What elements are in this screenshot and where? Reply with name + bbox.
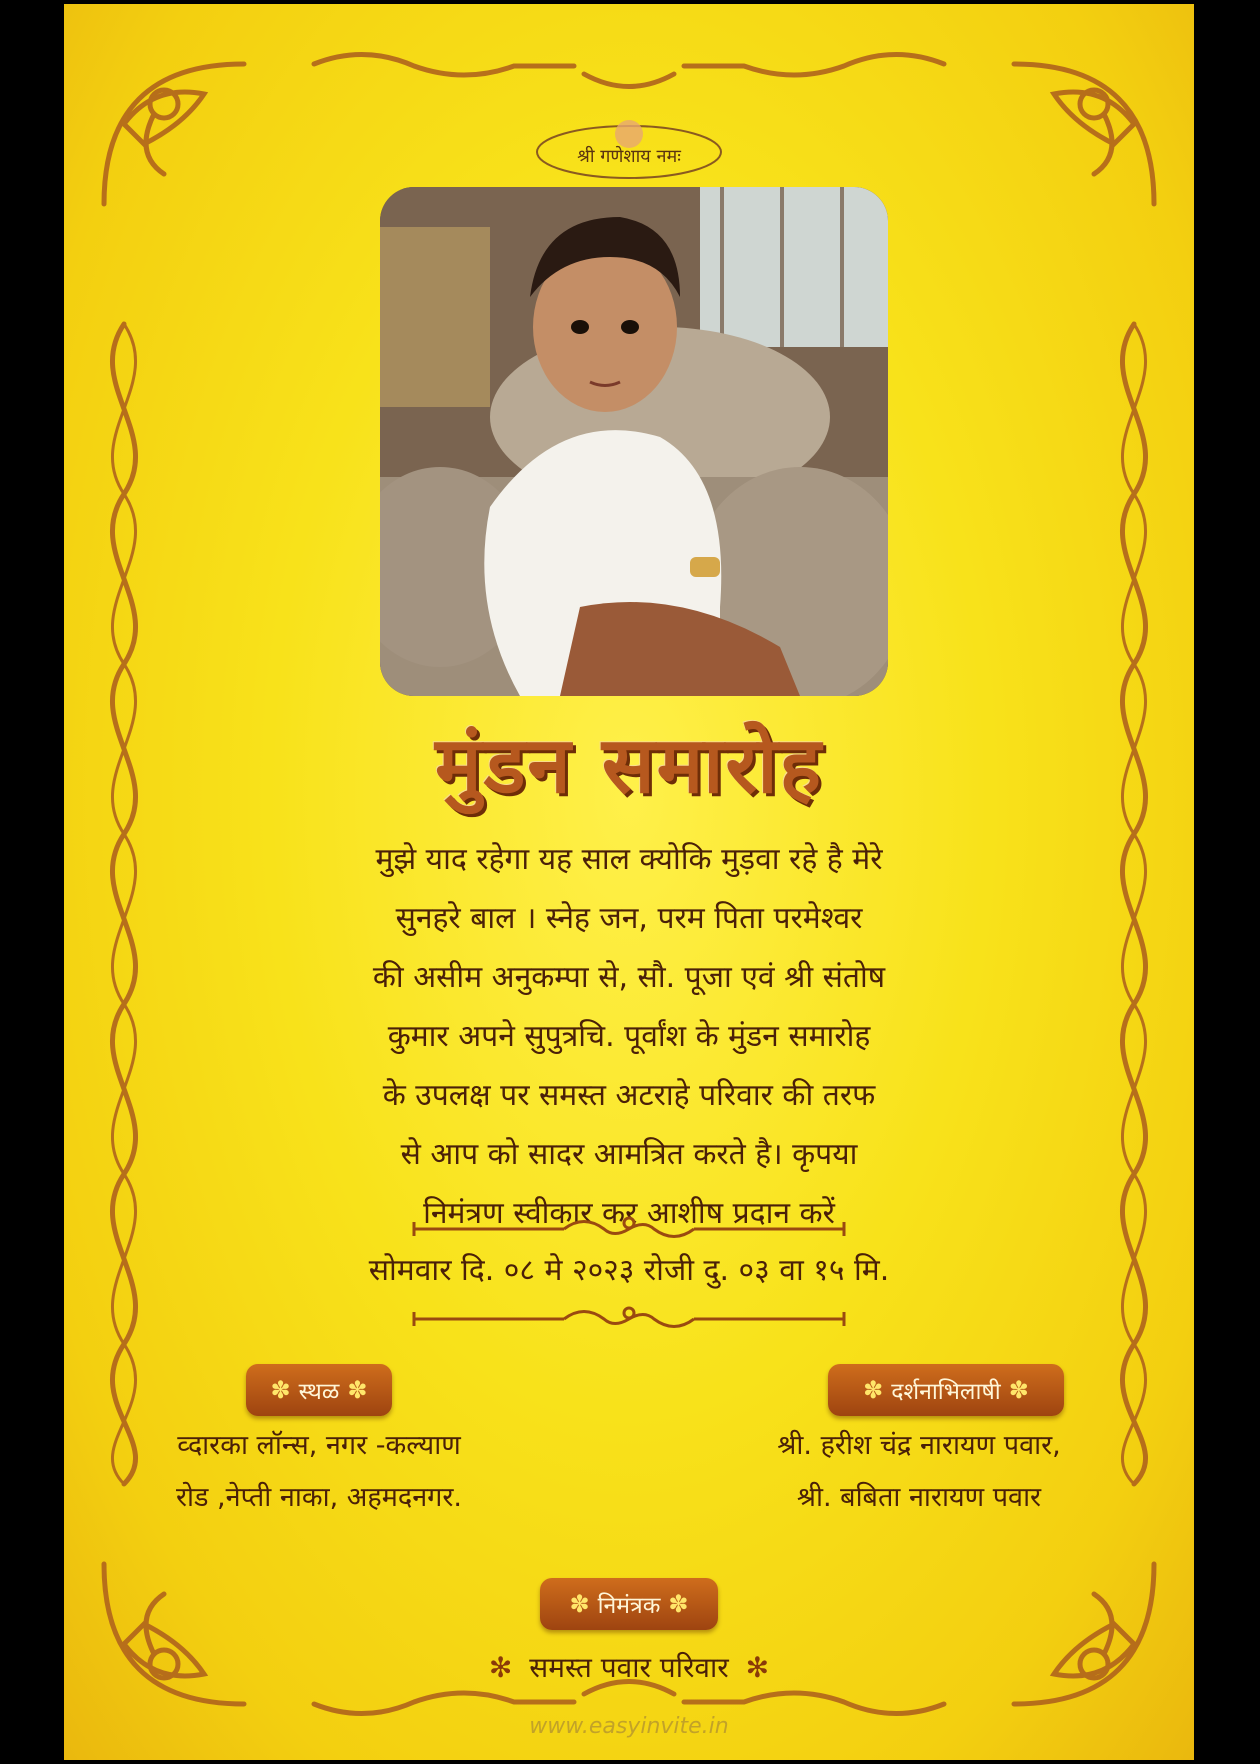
family-name: समस्त पवार परिवार: [529, 1651, 729, 1684]
flower-icon: ✽: [347, 1376, 368, 1404]
venue-address: [104, 1420, 534, 1524]
invitation-card: [64, 4, 1194, 1760]
message-line: सुनहरे बाल । स्नेह जन, परम पिता परमेश्वर: [395, 901, 863, 936]
venue-badge: [246, 1364, 392, 1416]
asterisk-icon: ✻: [488, 1651, 513, 1684]
divider-bottom: [404, 1302, 854, 1336]
hosts-names: [684, 1420, 1154, 1524]
hosts-badge: [828, 1364, 1064, 1416]
venue-line: व्दारका लॉन्स, नगर -कल्याण: [177, 1430, 461, 1461]
ganesha-logo: [529, 114, 729, 184]
message-line: मुझे याद रहेगा यह साल क्योकि मुड़वा रहे है मेरे: [375, 842, 883, 877]
inviter-label: निमंत्रक: [597, 1593, 661, 1619]
flower-icon: ✽: [569, 1590, 590, 1618]
watermark: www.easyinvite.in: [529, 1714, 729, 1739]
venue-line: रोड ,नेप्ती नाका, अहमदनगर.: [175, 1482, 463, 1513]
ceremony-title: मुंडन समारोह: [435, 720, 823, 811]
event-datetime: सोमवार दि. ०८ मे २०२३ रोजी दु. ०३ वा १५ मि.: [368, 1253, 890, 1288]
child-photo: [380, 187, 888, 696]
inviter-badge: [540, 1578, 718, 1630]
flower-icon: ✽: [1008, 1376, 1029, 1404]
asterisk-icon: ✻: [745, 1651, 770, 1684]
message-line: के उपलक्ष पर समस्त अटराहे परिवार की तरफ: [382, 1078, 876, 1113]
message-line: से आप को सादर आमत्रित करते है। कृपया: [400, 1137, 858, 1172]
divider-top: [404, 1212, 854, 1246]
message-line: कुमार अपने सुपुत्रचि. पूर्वांश के मुंडन समारोह: [387, 1019, 871, 1054]
flower-icon: ✽: [863, 1376, 884, 1404]
flower-icon: ✽: [270, 1376, 291, 1404]
logo-text: श्री गणेशाय नमः: [577, 146, 681, 167]
message-line: निमंत्रण स्वीकार कर आशीष प्रदान करें: [423, 1196, 835, 1231]
flower-icon: ✽: [668, 1590, 689, 1618]
inviter-family: [64, 1648, 1194, 1686]
host-line: श्री. हरीश चंद्र नारायण पवार,: [777, 1430, 1061, 1461]
hosts-label: दर्शनाभिलाषी: [891, 1379, 1001, 1405]
message-line: की असीम अनुकम्पा से, सौ. पूजा एवं श्री संतोष: [372, 960, 886, 995]
child-photo-illustration: [380, 187, 888, 696]
host-line: श्री. बबिता नारायण पवार: [796, 1482, 1042, 1513]
venue-label: स्थळ: [298, 1379, 340, 1405]
invitation-message: [244, 830, 1014, 1243]
